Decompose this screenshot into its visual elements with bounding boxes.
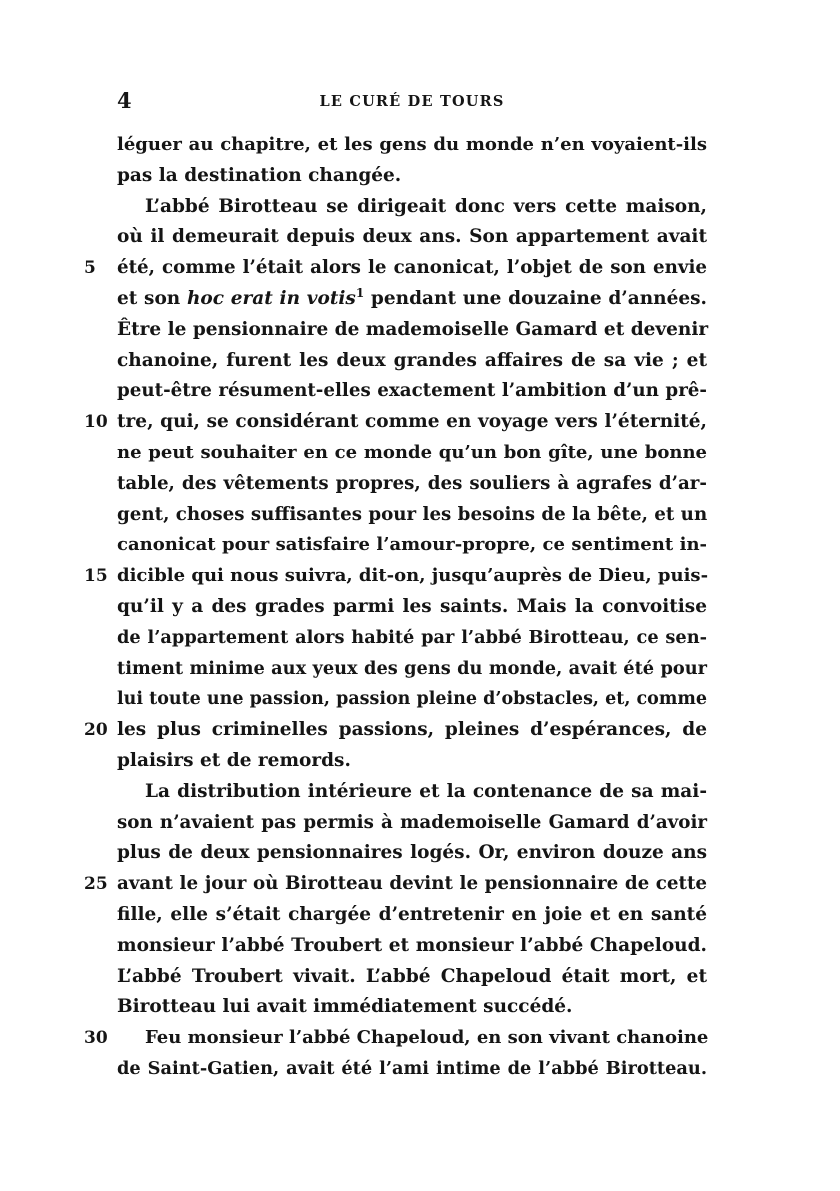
line-text: avant le jour où Birotteau devint le pensionnaire de cette [117, 873, 707, 895]
page-number: 4 [117, 88, 132, 113]
line-text: dicible qui nous suivra, dit-on, jusqu’auprès de Dieu, puis- [117, 565, 709, 587]
line-text: L’abbé Troubert vivait. L’abbé Chapeloud était mort, et [117, 965, 707, 987]
text-line [117, 1054, 707, 1085]
italic-phrase: hoc erat in votis [186, 287, 356, 309]
text-line [117, 500, 707, 531]
line-text: léguer au chapitre, et les gens du monde n’en voyaient-ils [117, 134, 707, 155]
text-line [117, 469, 707, 500]
line-text: canonicat pour satisfaire l’amour-propre, ce sentiment in- [117, 534, 707, 556]
text-line [117, 376, 707, 407]
line-text: qu’il y a des grades parmi les saints. Mais la convoitise [117, 595, 707, 617]
text-line [117, 808, 707, 839]
line-text: gent, choses suffisantes pour les besoins de la bête, et un [117, 503, 708, 525]
line-text-segment: pendant une douzaine d’années. [364, 287, 707, 309]
text-line [117, 838, 707, 869]
body-text [84, 130, 709, 1085]
text-line [117, 992, 707, 1023]
text-line [117, 438, 707, 469]
line-text: La distribution intérieure et la contenance de sa mai- [145, 780, 707, 802]
line-text: fille, elle s’était chargée d’entretenir en joie et en santé [117, 903, 707, 925]
text-line [117, 192, 707, 223]
page-header [117, 88, 707, 118]
line-text: timent minime aux yeux des gens du monde, avait été pour [117, 657, 707, 679]
text-line [84, 715, 707, 746]
line-text: de l’appartement alors habité par l’abbé Birotteau, ce sen- [117, 626, 707, 648]
text-line [84, 407, 707, 438]
text-line [117, 623, 707, 654]
text-line [117, 931, 707, 962]
text-line [117, 962, 707, 993]
line-text: de Saint-Gatien, avait été l’ami intime de l’abbé Birotteau. [117, 1057, 707, 1079]
line-text: été, comme l’était alors le canonicat, l’objet de son envie [117, 257, 707, 279]
line-text: plus de deux pensionnaires logés. Or, environ douze ans [117, 842, 707, 864]
text-line [84, 869, 707, 900]
line-text: Feu monsieur l’abbé Chapeloud, en son vivant chanoine [145, 1027, 709, 1049]
text-line [84, 1023, 709, 1054]
line-text: tre, qui, se considérant comme en voyage vers l’éternité, [117, 411, 707, 433]
line-text: peut-être résument-elles exactement l’ambition d’un prê- [117, 380, 707, 402]
line-text: où il demeurait depuis deux ans. Son appartement avait [117, 226, 707, 248]
line-text: son n’avaient pas permis à mademoiselle Gamard d’avoir [117, 811, 707, 833]
text-line [117, 222, 707, 253]
text-line [117, 161, 707, 192]
text-line [117, 684, 707, 715]
text-line [84, 561, 709, 592]
line-text: Birotteau lui avait immédiatement succédé. [117, 996, 573, 1018]
line-text: table, des vêtements propres, des souliers à agrafes d’ar- [117, 472, 707, 494]
text-line [117, 592, 707, 623]
line-text: Être le pensionnaire de mademoiselle Gamard et devenir [117, 318, 709, 340]
text-line [117, 777, 707, 808]
text-line [117, 130, 707, 161]
line-number: 25 [84, 874, 108, 895]
line-text: plaisirs et de remords. [117, 749, 351, 771]
line-text: lui toute une passion, passion pleine d’obstacles, et, comme [117, 689, 708, 710]
line-number: 10 [84, 412, 108, 433]
text-line [84, 253, 707, 284]
line-text: monsieur l’abbé Troubert et monsieur l’abbé Chapeloud. [117, 934, 707, 956]
line-number: 5 [84, 258, 96, 279]
line-number: 30 [84, 1028, 108, 1049]
line-text: pas la destination changée. [117, 164, 402, 186]
running-title: LE CURÉ DE TOURS [319, 93, 505, 110]
line-text: les plus criminelles passions, pleines d’espérances, de [117, 719, 707, 741]
footnote-marker: 1 [355, 285, 365, 300]
line-text: L’abbé Birotteau se dirigeait donc vers cette maison, [145, 195, 707, 217]
text-line [117, 654, 707, 685]
line-number: 20 [84, 720, 108, 741]
text-line [117, 530, 707, 561]
line-text-segment: et son [117, 287, 187, 309]
line-text: ne peut souhaiter en ce monde qu’un bon gîte, une bonne [117, 441, 707, 463]
text-line [117, 346, 707, 377]
text-line [117, 900, 707, 931]
text-line [117, 315, 707, 346]
line-text [117, 284, 707, 315]
line-text: chanoine, furent les deux grandes affaires de sa vie ; et [117, 349, 707, 371]
text-line [117, 746, 707, 777]
line-number: 15 [84, 566, 108, 587]
text-line [117, 284, 707, 315]
